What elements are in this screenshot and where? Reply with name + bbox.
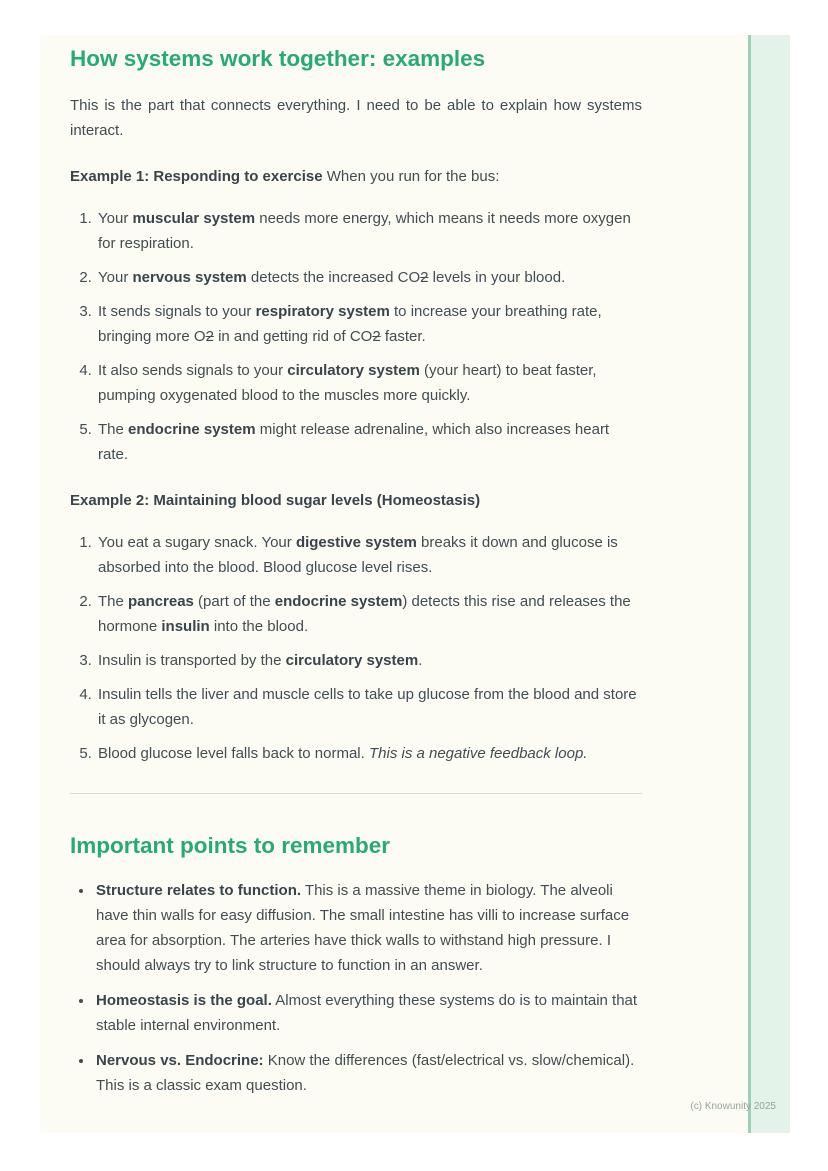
list-item bbox=[94, 878, 642, 978]
list-item bbox=[96, 530, 642, 580]
list-item bbox=[96, 358, 642, 408]
text-run: endocrine system bbox=[274, 593, 403, 610]
list-item bbox=[94, 988, 642, 1038]
list-item bbox=[96, 265, 642, 290]
text-run: 2 bbox=[205, 328, 214, 345]
text-run: breaks it down and glucose is absorbed into the blood. Blood glucose level rises. bbox=[98, 534, 618, 576]
list-item bbox=[96, 741, 642, 766]
text-run: needs more energy, which means it needs more oxygen for respiration. bbox=[98, 210, 631, 252]
section-divider bbox=[70, 793, 642, 794]
text-run: Structure relates to function. bbox=[96, 882, 302, 899]
text-run: levels in your blood. bbox=[428, 269, 566, 286]
text-run: circulatory system bbox=[285, 652, 419, 669]
section2-heading: Important points to remember bbox=[70, 833, 391, 858]
list-item bbox=[96, 206, 642, 256]
text-run: might release adrenaline, which also increases heart rate. bbox=[98, 421, 610, 463]
text-run: It also sends signals to your bbox=[98, 362, 288, 379]
text-run: . bbox=[418, 652, 423, 669]
list-item bbox=[96, 417, 642, 467]
example1-label bbox=[70, 164, 642, 189]
list-item bbox=[96, 682, 642, 732]
intro-paragraph: This is the part that connects everything. I need to be able to explain how systems interact. bbox=[70, 97, 642, 139]
text-run: 2 bbox=[420, 269, 429, 286]
text-run: to increase your breathing rate, bringing more O bbox=[98, 303, 602, 345]
example1-list bbox=[70, 206, 642, 467]
text-run: Homeostasis is the goal. bbox=[96, 992, 272, 1009]
text-run: ) detects this rise and releases the hormone bbox=[98, 593, 631, 635]
list-item bbox=[96, 589, 642, 639]
page-content bbox=[70, 35, 642, 1108]
text-run: respiratory system bbox=[255, 303, 390, 320]
important-points-list bbox=[70, 878, 642, 1098]
list-item bbox=[96, 648, 642, 673]
example2-list bbox=[70, 530, 642, 766]
text-run: endocrine system bbox=[128, 421, 256, 438]
text-run: 2 bbox=[372, 328, 381, 345]
text-run: into the blood. bbox=[209, 618, 309, 635]
text-run: Your bbox=[98, 210, 133, 227]
list-item bbox=[94, 1048, 642, 1098]
list-item bbox=[96, 299, 642, 349]
page-accent-strip bbox=[748, 35, 790, 1133]
section1-heading: How systems work together: examples bbox=[70, 46, 486, 71]
text-run: Your bbox=[98, 269, 133, 286]
text-run: circulatory system bbox=[287, 362, 420, 379]
text-run: When you run for the bus: bbox=[322, 168, 500, 185]
example2-label bbox=[70, 488, 642, 513]
text-run: This is a negative feedback loop. bbox=[368, 745, 588, 762]
text-run: pancreas bbox=[128, 593, 194, 610]
text-run: You eat a sugary snack. Your bbox=[98, 534, 296, 551]
text-run: Example 2: Maintaining blood sugar levels (Homeostasis) bbox=[70, 492, 481, 509]
text-run: detects the increased CO bbox=[246, 269, 421, 286]
text-run: Know the differences (fast/electrical vs. slow/chemical). This is a classic exam question. bbox=[96, 1052, 635, 1094]
text-run: This is a massive theme in biology. The alveoli have thin walls for easy diffusion. The small intestine has villi to increase surface area for absorption. The arteries have thick walls to withstand high pressure. I should always try to link structure to function in an answer. bbox=[96, 882, 630, 974]
text-run: Almost everything these systems do is to maintain that stable internal environment. bbox=[96, 992, 638, 1034]
text-run: faster. bbox=[380, 328, 426, 345]
text-run: Example 1: Responding to exercise bbox=[70, 168, 323, 185]
text-run: muscular system bbox=[132, 210, 256, 227]
text-run: (part of the bbox=[193, 593, 275, 610]
text-run: It sends signals to your bbox=[98, 303, 256, 320]
text-run: digestive system bbox=[295, 534, 417, 551]
text-run: (your heart) to beat faster, pumping oxygenated blood to the muscles more quickly. bbox=[98, 362, 597, 404]
document-page bbox=[40, 35, 790, 1133]
text-run: Nervous vs. Endocrine: bbox=[96, 1052, 264, 1069]
text-run: Blood glucose level falls back to normal. bbox=[98, 745, 369, 762]
text-run: in and getting rid of CO bbox=[213, 328, 373, 345]
text-run: The bbox=[98, 421, 129, 438]
text-run: nervous system bbox=[132, 269, 247, 286]
text-run: Insulin is transported by the bbox=[98, 652, 286, 669]
text-run: The bbox=[98, 593, 129, 610]
copyright-watermark: (c) Knowunity 2025 bbox=[690, 1101, 776, 1112]
text-run: insulin bbox=[161, 618, 210, 635]
text-run: Insulin tells the liver and muscle cells to take up glucose from the blood and store it as glycogen. bbox=[98, 686, 637, 728]
